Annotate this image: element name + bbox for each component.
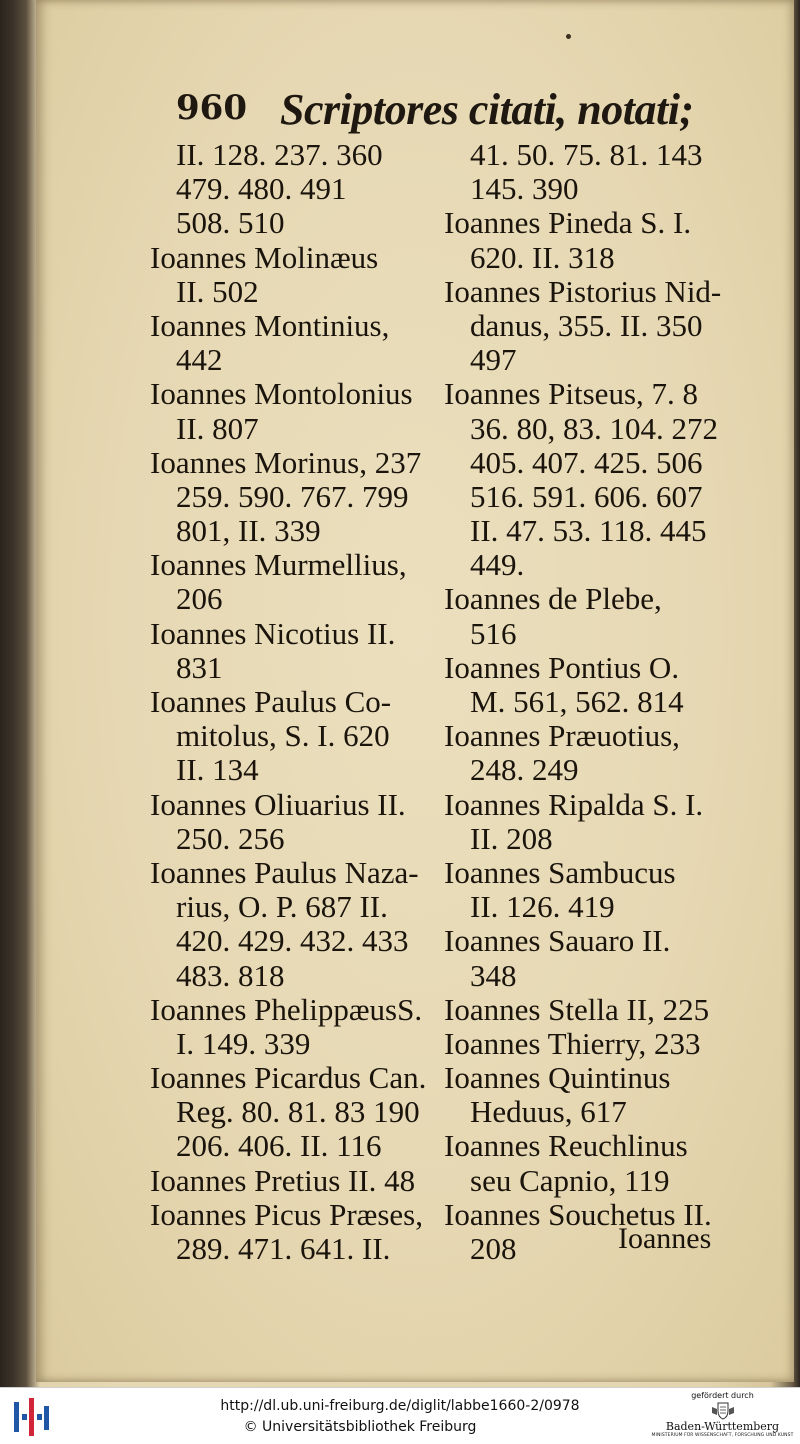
page-header bbox=[176, 84, 694, 140]
index-entry bbox=[150, 856, 450, 993]
entry-reference-line: 248. 249 bbox=[470, 752, 579, 788]
index-entry bbox=[444, 924, 744, 992]
entry-heading-line: Ioannes Thierry, 233 bbox=[444, 1025, 701, 1061]
entry-reference-line: II. 134 bbox=[176, 752, 259, 788]
index-entry bbox=[444, 993, 744, 1027]
entry-heading-line: Ioannes Picus Præses, bbox=[150, 1196, 423, 1232]
entry-heading-line: Ioannes Souchetus II. bbox=[444, 1196, 712, 1232]
entry-reference-line: 36. 80, 83. 104. 272 bbox=[470, 410, 718, 446]
entry-reference-line: 289. 471. 641. II. bbox=[176, 1231, 391, 1266]
entry-heading-line: Ioannes Stella II, 225 bbox=[444, 991, 710, 1027]
entry-heading-line: Ioannes Quintinus bbox=[444, 1060, 671, 1096]
entry-reference-line: II. 47. 53. 118. 445 bbox=[470, 513, 707, 549]
index-entry bbox=[150, 617, 450, 685]
entry-reference-line: 348 bbox=[470, 957, 517, 993]
entry-heading-line: Ioannes Pretius II. 48 bbox=[150, 1162, 416, 1198]
entry-heading-line: Ioannes Sauaro II. bbox=[444, 923, 671, 959]
index-entry bbox=[444, 1129, 744, 1197]
entry-reference-line: 420. 429. 432. 433 bbox=[176, 923, 409, 959]
entry-heading-line: Ioannes Pontius O. bbox=[444, 649, 680, 685]
entry-heading-line: Ioannes Pineda S. I. bbox=[444, 205, 692, 241]
entry-reference-line: 620. II. 318 bbox=[470, 239, 615, 275]
running-title: Scriptores citati, notati; bbox=[280, 85, 694, 134]
index-entry bbox=[150, 138, 450, 241]
entry-heading-line: Ioannes Reuchlinus bbox=[444, 1128, 688, 1164]
footer-bar bbox=[0, 1387, 800, 1444]
entry-heading-line: Ioannes Montolonius bbox=[150, 376, 413, 412]
entry-heading-line: Ioannes Molinæus bbox=[150, 239, 379, 275]
index-entry bbox=[444, 651, 744, 719]
entry-heading-line: Ioannes Oliuarius II. bbox=[150, 786, 406, 822]
entry-heading-line: Ioannes Pitseus, 7. 8 bbox=[444, 376, 699, 412]
entry-reference-line: II. 208 bbox=[470, 820, 553, 856]
entry-heading-line: Ioannes Murmellius, bbox=[150, 547, 407, 583]
entry-reference-line: Reg. 80. 81. 83 190 bbox=[176, 1094, 420, 1130]
entry-reference-line: danus, 355. II. 350 bbox=[470, 307, 703, 343]
entry-reference-line: II. 126. 419 bbox=[470, 889, 615, 925]
entry-heading-line: Ioannes Sambucus bbox=[444, 854, 676, 890]
entry-reference-line: 831 bbox=[176, 649, 223, 685]
entry-reference-line: 479. 480. 491 bbox=[176, 171, 347, 207]
index-entry bbox=[444, 582, 744, 650]
index-entry bbox=[444, 206, 744, 274]
entry-heading-line: Ioannes Paulus Co- bbox=[150, 684, 392, 719]
entry-heading-line: Ioannes Picardus Can. bbox=[150, 1060, 427, 1096]
entry-reference-line: 405. 407. 425. 506 bbox=[470, 444, 703, 480]
index-entry bbox=[444, 1061, 744, 1129]
index-entry bbox=[150, 377, 450, 445]
index-entry bbox=[150, 1164, 450, 1198]
entry-reference-line: 206. 406. II. 116 bbox=[176, 1128, 382, 1164]
entry-heading-line: Ioannes Nicotius II. bbox=[150, 615, 396, 651]
index-entry bbox=[444, 377, 744, 582]
index-entry bbox=[150, 685, 450, 788]
entry-reference-line: I. 149. 339 bbox=[176, 1025, 311, 1061]
index-entry bbox=[150, 1061, 450, 1164]
entry-heading-line: Ioannes Ripalda S. I. bbox=[444, 786, 704, 822]
funder-name: Baden-Württemberg bbox=[665, 1420, 780, 1433]
entry-reference-line: Heduus, 617 bbox=[470, 1094, 627, 1130]
copyright-notice: © Universitätsbibliothek Freiburg bbox=[243, 1419, 477, 1435]
catchword: Ioannes bbox=[618, 1222, 712, 1255]
index-entry bbox=[150, 446, 450, 549]
entry-reference-line: mitolus, S. I. 620 bbox=[176, 718, 390, 754]
index-entry bbox=[444, 1027, 744, 1061]
entry-heading-line: Ioannes Paulus Naza- bbox=[150, 854, 419, 890]
entry-reference-line: 442 bbox=[176, 342, 223, 378]
entry-heading-line: Ioannes Morinus, 237 bbox=[150, 444, 422, 480]
funder-ministry: MINISTERIUM FÜR WISSENSCHAFT, FORSCHUNG UND KUNST bbox=[651, 1433, 794, 1438]
index-column-right bbox=[444, 138, 744, 1266]
entry-heading-line: Ioannes Montinius, bbox=[150, 307, 390, 343]
entry-reference-line: 516 bbox=[470, 615, 517, 651]
funder-caption: gefördert durch bbox=[691, 1391, 754, 1400]
entry-reference-line: 41. 50. 75. 81. 143 bbox=[470, 137, 703, 172]
index-entry bbox=[444, 788, 744, 856]
document-url-link[interactable]: http://dl.ub.uni-freiburg.de/diglit/labbe1660-2/0978 bbox=[220, 1398, 580, 1414]
page-number: 960 bbox=[176, 88, 247, 128]
index-entry bbox=[150, 788, 450, 856]
entry-heading-line: Ioannes PhelippæusS. bbox=[150, 991, 423, 1027]
entry-reference-line: 208 bbox=[470, 1231, 517, 1266]
index-column-left bbox=[150, 138, 450, 1266]
entry-reference-line: 449. bbox=[470, 547, 525, 583]
coat-of-arms-icon bbox=[710, 1401, 736, 1421]
entry-reference-line: 801, II. 339 bbox=[176, 513, 321, 549]
index-entry bbox=[150, 309, 450, 377]
index-entry bbox=[150, 241, 450, 309]
entry-reference-line: 508. 510 bbox=[176, 205, 285, 241]
entry-reference-line: M. 561, 562. 814 bbox=[470, 684, 684, 719]
index-entry bbox=[444, 275, 744, 378]
entry-reference-line: II. 128. 237. 360 bbox=[176, 137, 383, 172]
entry-reference-line: rius, O. P. 687 II. bbox=[176, 889, 388, 925]
entry-reference-line: seu Capnio, 119 bbox=[470, 1162, 670, 1198]
entry-reference-line: 497 bbox=[470, 342, 517, 378]
index-entry bbox=[444, 719, 744, 787]
index-entry bbox=[444, 138, 744, 206]
entry-heading-line: Ioannes Præuotius, bbox=[444, 718, 680, 754]
ink-speck bbox=[566, 34, 571, 39]
entry-heading-line: Ioannes Pistorius Nid- bbox=[444, 273, 722, 309]
index-entry bbox=[444, 856, 744, 924]
index-entry bbox=[150, 1198, 450, 1266]
entry-reference-line: 145. 390 bbox=[470, 171, 579, 207]
index-entry bbox=[150, 548, 450, 616]
entry-reference-line: 483. 818 bbox=[176, 957, 285, 993]
entry-reference-line: 516. 591. 606. 607 bbox=[470, 478, 703, 514]
entry-reference-line: II. 807 bbox=[176, 410, 259, 446]
entry-reference-line: 206 bbox=[176, 581, 223, 617]
entry-reference-line: 259. 590. 767. 799 bbox=[176, 478, 409, 514]
index-entry bbox=[150, 993, 450, 1061]
funder-badge bbox=[650, 1390, 795, 1442]
entry-reference-line: 250. 256 bbox=[176, 820, 285, 856]
entry-heading-line: Ioannes de Plebe, bbox=[444, 581, 662, 617]
entry-reference-line: II. 502 bbox=[176, 273, 259, 309]
